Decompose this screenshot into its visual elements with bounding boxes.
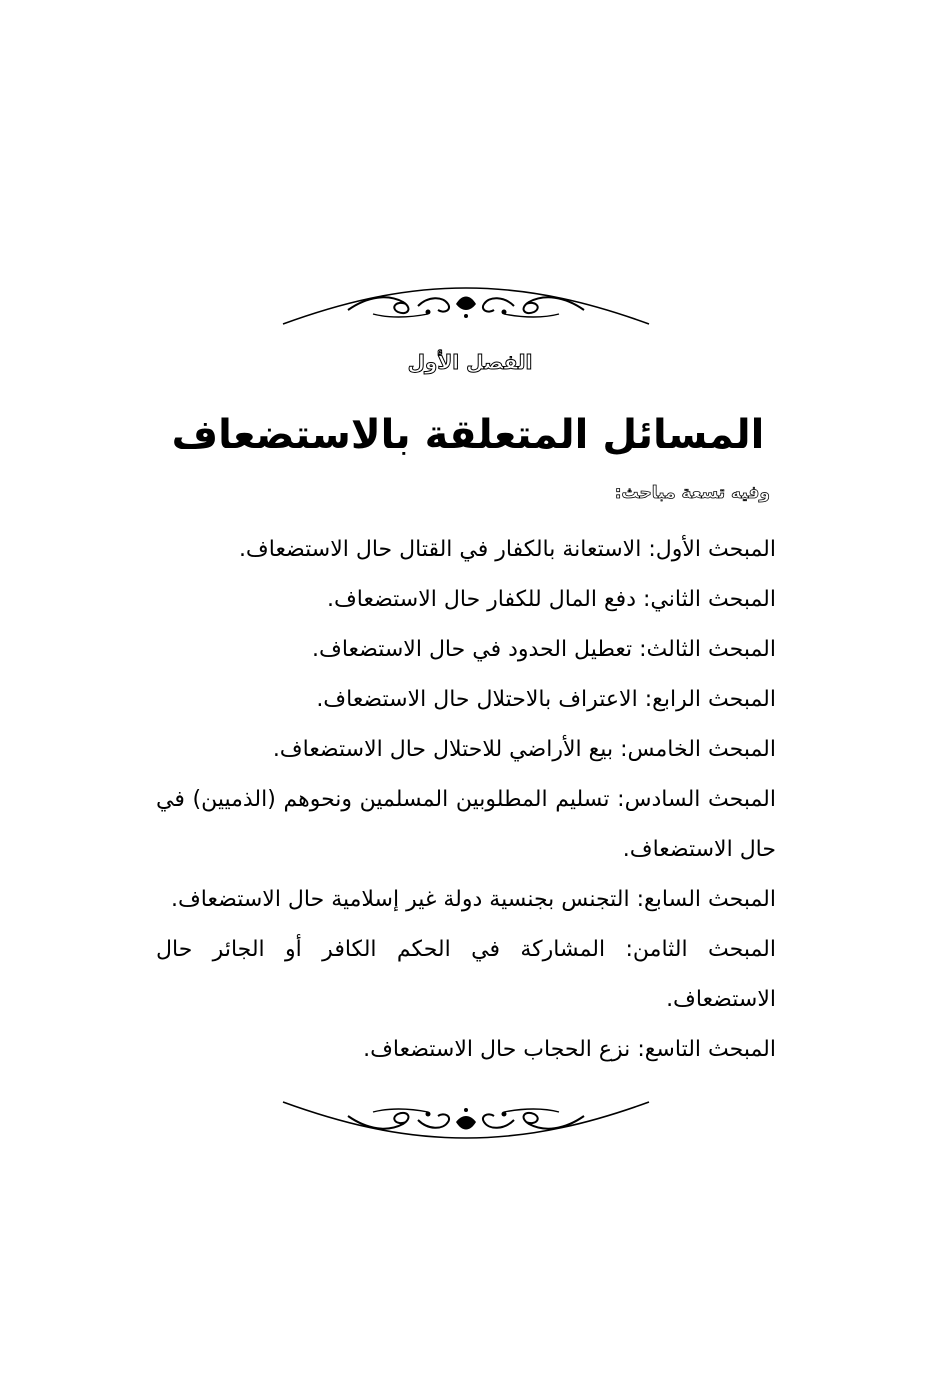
sections-list xyxy=(156,525,776,1075)
section-item xyxy=(156,1025,776,1075)
chapter-title: المسائل المتعلقة بالاستضعاف xyxy=(171,412,765,458)
section-text: الاعتراف بالاحتلال حال الاستضعاف. xyxy=(316,687,638,712)
section-label: المبحث السادس: xyxy=(617,787,776,812)
section-item xyxy=(156,925,776,1025)
section-item xyxy=(156,575,776,625)
section-label: المبحث الأول: xyxy=(648,537,776,562)
section-item xyxy=(156,875,776,925)
section-text: دفع المال للكفار حال الاستضعاف. xyxy=(326,587,636,612)
section-label: المبحث الثامن: xyxy=(625,937,776,962)
decorative-ornament-bottom xyxy=(278,1098,654,1144)
section-item xyxy=(156,525,776,575)
ornament-flourish-icon xyxy=(278,282,654,328)
section-text: التجنس بجنسية دولة غير إسلامية حال الاستضعاف. xyxy=(171,887,630,912)
section-label: المبحث الثالث: xyxy=(639,637,776,662)
section-text: الاستعانة بالكفار في القتال حال الاستضعاف. xyxy=(238,537,642,562)
decorative-ornament-top xyxy=(278,282,654,328)
section-label: المبحث الخامس: xyxy=(620,737,776,762)
section-label: المبحث التاسع: xyxy=(637,1037,776,1062)
section-label: المبحث السابع: xyxy=(636,887,776,912)
section-text: تعطيل الحدود في حال الاستضعاف. xyxy=(312,637,633,662)
section-label: المبحث الثاني: xyxy=(643,587,776,612)
section-item xyxy=(156,625,776,675)
section-item xyxy=(156,775,776,875)
section-text: تسليم المطلوبين المسلمين ونحوهم (الذميين) في حال الاستضعاف. xyxy=(156,787,776,862)
chapter-label: الفصل الأول xyxy=(407,350,533,374)
section-item xyxy=(156,675,776,725)
ornament-flourish-icon xyxy=(278,1098,654,1144)
section-text: نزع الحجاب حال الاستضعاف. xyxy=(363,1037,631,1062)
section-item xyxy=(156,725,776,775)
chapter-intro: وفيه تسعة مباحث: xyxy=(614,483,770,503)
section-label: المبحث الرابع: xyxy=(644,687,776,712)
section-text: المشاركة في الحكم الكافر أو الجائر حال الاستضعاف. xyxy=(156,937,776,1012)
section-text: بيع الأراضي للاحتلال حال الاستضعاف. xyxy=(272,737,614,762)
